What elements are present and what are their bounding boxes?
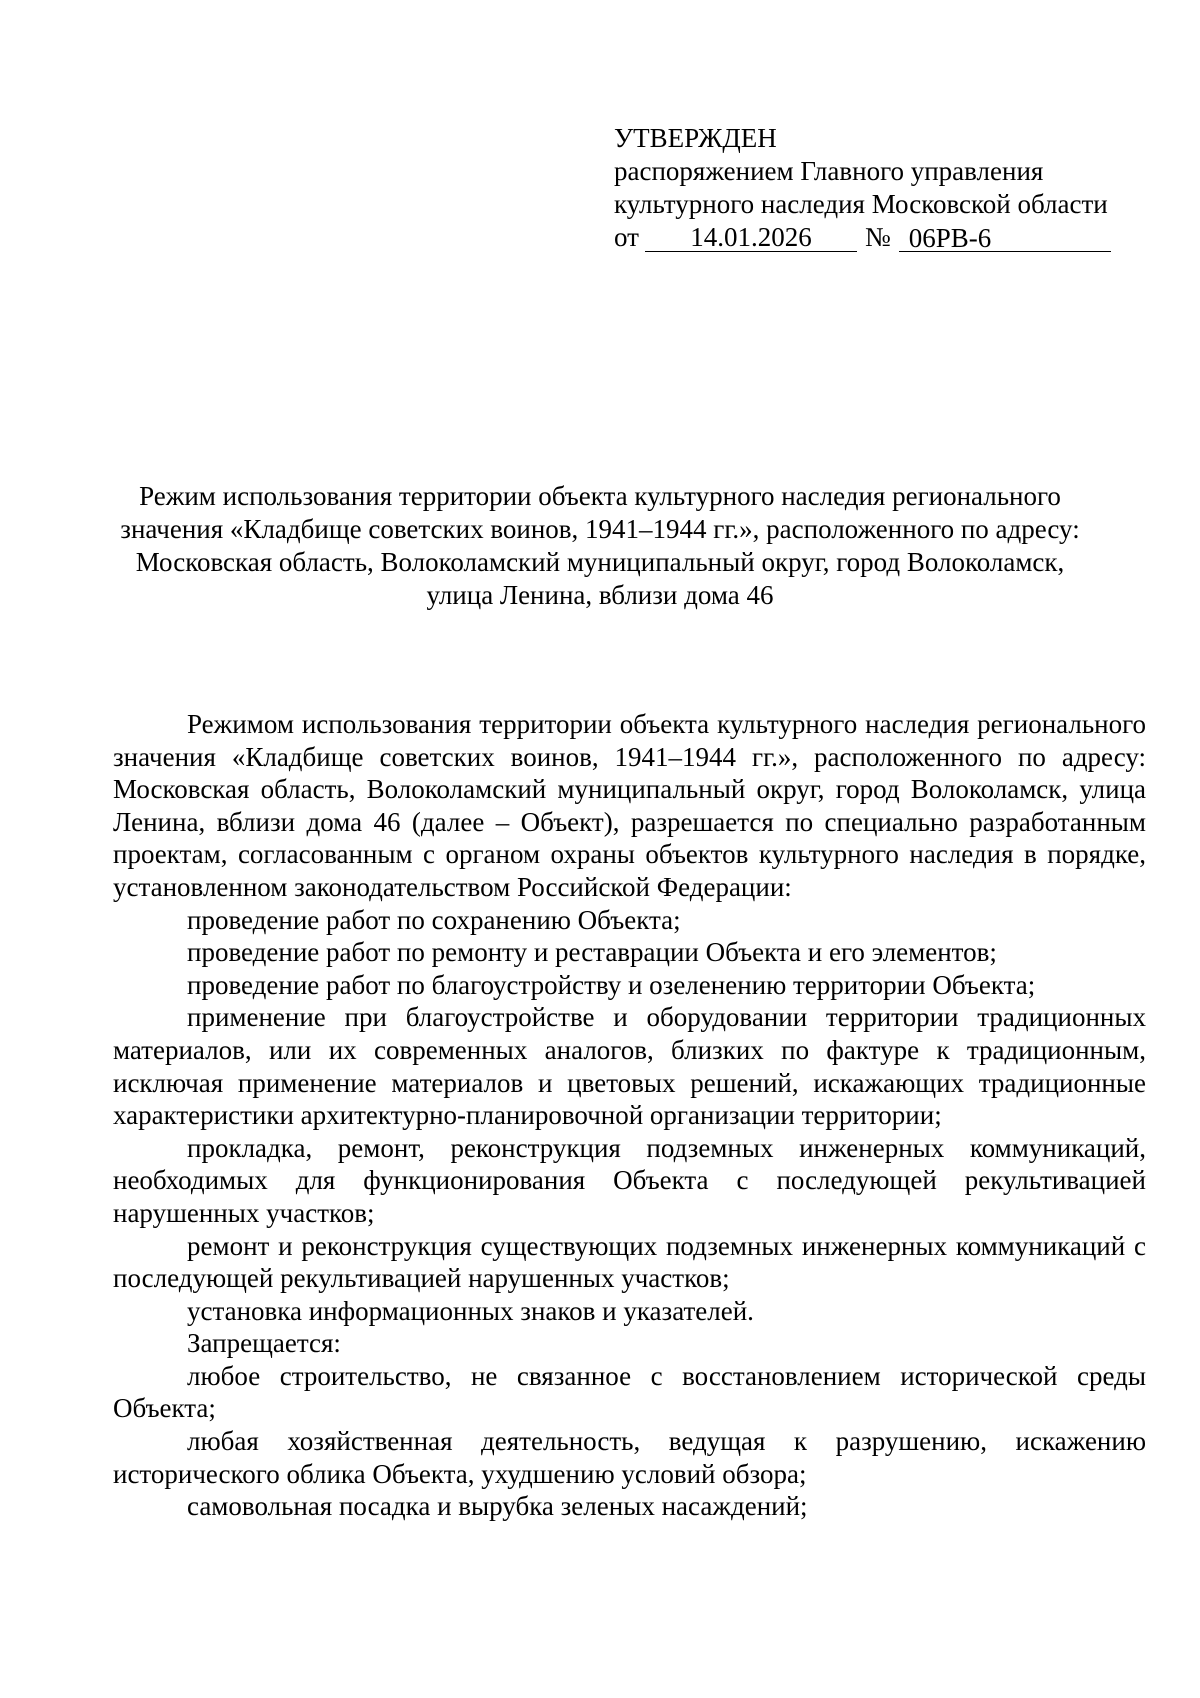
title-line: Московская область, Волоколамский муниципальный округ, город Волоколамск, — [135, 547, 1065, 577]
approval-heading: УТВЕРЖДЕН — [614, 123, 777, 153]
intro-paragraph: Режимом использования территории объекта культурного наследия регионального значения «Кладбище советских воинов, 1941–1944 гг.», расположенного по адресу: Московская область, Волоколамский муниципальный округ, город Волоколамск, улица Ленина, вблизи дома 46 (далее – Объект), разрешается по специально разработанным проектам, согласованным с органом охраны объектов культурного наследия в порядке, установленном законодательством Российской Федерации: — [113, 709, 1146, 902]
document-title — [100, 480, 1100, 612]
list-item: проведение работ по сохранению Объекта; — [187, 904, 681, 935]
title-line: Режим использования территории объекта культурного наследия регионального — [139, 481, 1061, 511]
approval-line-2: культурного наследия Московской области — [614, 189, 1108, 219]
approval-block — [614, 122, 1154, 254]
list-item: установка информационных знаков и указателей. — [187, 1295, 754, 1326]
approval-date: 14.01.2026 — [645, 225, 857, 252]
list-item: самовольная посадка и вырубка зеленых насаждений; — [187, 1491, 808, 1522]
list-item: проведение работ по благоустройству и озеленению территории Объекта; — [187, 969, 1036, 1000]
title-line: улица Ленина, вблизи дома 46 — [426, 580, 774, 610]
prohibitions-heading: Запрещается: — [187, 1328, 341, 1359]
list-item: любое строительство, не связанное с восстановлением исторической среды Объекта; — [113, 1360, 1146, 1424]
list-item: прокладка, ремонт, реконструкция подземных инженерных коммуникаций, необходимых для функционирования Объекта с последующей рекультивацией нарушенных участков; — [113, 1132, 1146, 1228]
list-item: ремонт и реконструкция существующих подземных инженерных коммуникаций с последующей рекультивацией нарушенных участков; — [113, 1230, 1146, 1294]
title-line: значения «Кладбище советских воинов, 1941–1944 гг.», расположенного по адресу: — [120, 514, 1080, 544]
document-body — [113, 708, 1146, 1523]
list-item: любая хозяйственная деятельность, ведущая к разрушению, искажению исторического облика Объекта, ухудшению условий обзора; — [113, 1426, 1146, 1489]
approval-line-1: распоряжением Главного управления — [614, 156, 1044, 186]
list-item: проведение работ по ремонту и реставрации Объекта и его элементов; — [187, 937, 997, 968]
list-item: применение при благоустройстве и оборудовании территории традиционных материалов, или их современных аналогов, близких по фактуре к традиционным, исключая применение материалов и цветовых решений, искажающих традиционные характеристики архитектурно-планировочной организации территории; — [113, 1002, 1146, 1131]
number-sign: № — [864, 222, 891, 252]
date-prefix: от — [614, 222, 639, 252]
approval-reference-line — [614, 221, 1154, 254]
approval-number: 06РВ-6 — [899, 226, 1111, 252]
